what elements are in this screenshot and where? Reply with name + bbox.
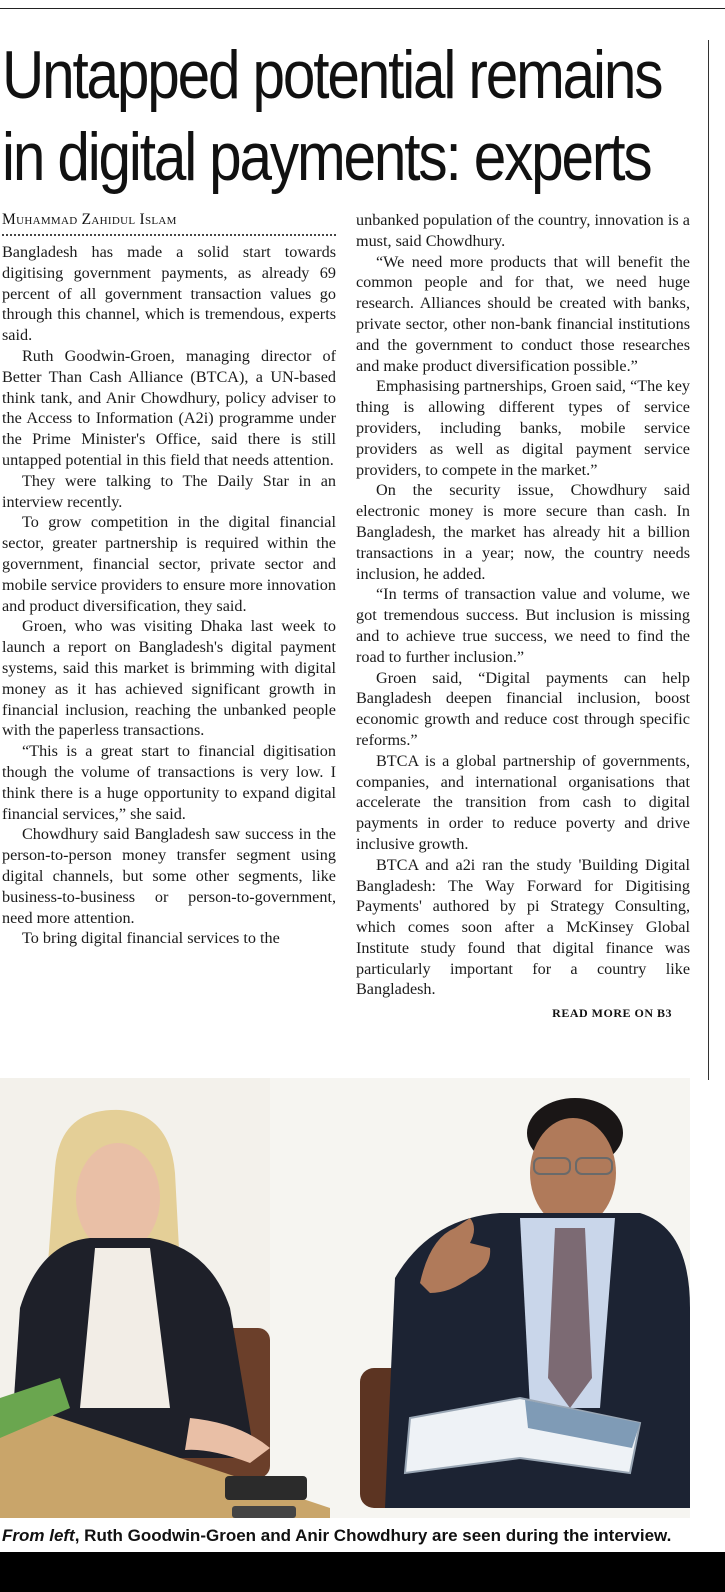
article-paragraph: They were talking to The Daily Star in an interview recently. (2, 471, 336, 511)
article-paragraph: Chowdhury said Bangladesh saw success in the person-to-person money transfer segment using digital channels, but some other segments, like business-to-business or person-to-government, need more attention. (2, 825, 336, 927)
top-rule (0, 8, 725, 9)
article-paragraph: On the security issue, Chowdhury said electronic money is more secure than cash. In Bangladesh, the market has already hit a billion transactions in a year; now, the country needs inclusion, he added. (356, 481, 690, 583)
interview-photo (0, 1078, 690, 1518)
article-paragraph: Groen said, “Digital payments can help Bangladesh deepen financial inclusion, boost economic growth and reduce cost through specific reforms.” (356, 668, 690, 749)
caption-text: , Ruth Goodwin-Groen and Anir Chowdhury are seen during the interview. (74, 1526, 672, 1545)
bottom-black-bar (0, 1552, 725, 1592)
byline: Muhammad Zahidul Islam (2, 210, 336, 236)
interview-photo-illustration (0, 1078, 690, 1518)
article-paragraph: BTCA is a global partnership of governments, companies, and international organisations that accelerate the transition from cash to digital payments in order to reduce poverty and drive inclusive growth. (356, 751, 690, 853)
article-column-left (2, 210, 336, 949)
article-paragraph: To grow competition in the digital financial sector, greater partnership is required within the government, financial sector, private sector and mobile service providers to ensure more innovation and product diversification, they said. (2, 513, 336, 615)
headline-line-2: in digital payments: experts (2, 119, 651, 195)
photo-caption (2, 1525, 722, 1547)
article-paragraph: Groen, who was visiting Dhaka last week to launch a report on Bangladesh's digital payment systems, said this market is brimming with digital money as it has achieved significant growth in financial inclusion, reaching the unbanked people with the paperless transactions. (2, 617, 336, 740)
article-paragraph: Ruth Goodwin-Groen, managing director of Better Than Cash Alliance (BTCA), a UN-based think tank, and Anir Chowdhury, policy adviser to the Access to Information (A2i) programme under the Prime Minister's Office, said there is still untapped potential in this field that needs attention. (2, 346, 336, 469)
headline-line-1: Untapped potential remains (2, 37, 662, 113)
article-paragraph: “This is a great start to financial digitisation though the volume of transactions is very low. I think there is a huge opportunity to expand digital financial services,” she said. (2, 742, 336, 823)
headline (2, 34, 662, 198)
article-paragraph: To bring digital financial services to the (22, 929, 280, 948)
article-paragraph: Emphasising partnerships, Groen said, “The key thing is allowing different types of service providers, including banks, mobile service providers as well as digital payment service providers, to compete in the market.” (356, 377, 690, 479)
article-paragraph: unbanked population of the country, innovation is a must, said Chowdhury. (356, 211, 690, 250)
article-paragraph: “We need more products that will benefit the common people and for that, we need huge research. Alliances should be created with banks, private sector, other non-bank financial institutions and the government to conduct those researches and make product diversification possible.” (356, 252, 690, 375)
column-rule (708, 40, 709, 1080)
caption-lead: From left (2, 1526, 75, 1545)
read-more-link[interactable]: READ MORE ON B3 (552, 1006, 672, 1021)
article-paragraph: BTCA and a2i ran the study 'Building Digital Bangladesh: The Way Forward for Digitising Payments' authored by pi Strategy Consulting, which comes soon after a McKinsey Global Institute study found that digital finance was particularly important for a country like Bangladesh. (356, 855, 690, 999)
article-column-right (356, 210, 690, 1021)
article-paragraph: Bangladesh has made a solid start towards digitising government payments, as already 69 percent of all government transaction values go through this channel, which is tremendous, experts said. (2, 243, 336, 345)
article-paragraph: “In terms of transaction value and volume, we got tremendous success. But inclusion is missing and to achieve true success, we need to find the road to further inclusion.” (356, 585, 690, 666)
